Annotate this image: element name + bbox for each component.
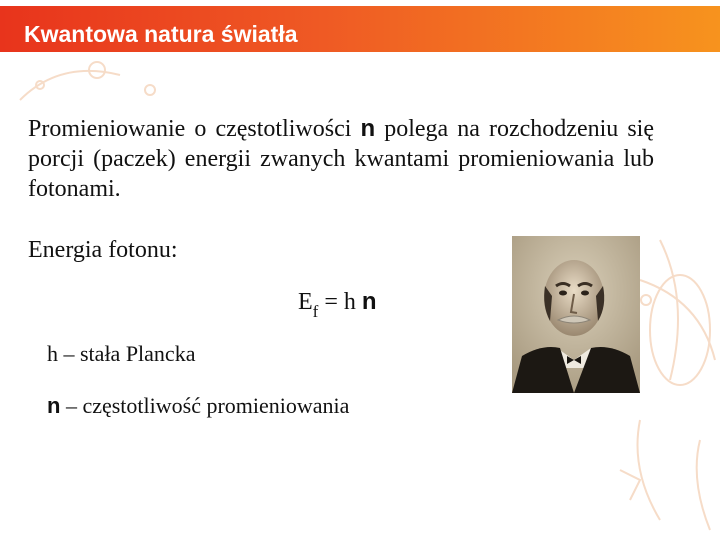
definition-planck xyxy=(47,341,195,367)
definition-text: – stała Plancka xyxy=(58,341,196,366)
photon-energy-formula xyxy=(298,288,377,321)
intro-paragraph xyxy=(28,114,654,204)
portrait-icon xyxy=(512,236,640,393)
formula-e: E xyxy=(298,289,313,315)
definition-text: – częstotliwość promieniowania xyxy=(60,393,350,418)
formula-rest: = h xyxy=(318,289,362,315)
formula-frequency-symbol: n xyxy=(361,288,377,315)
definition-term: n xyxy=(47,393,61,418)
formula-subscript: f xyxy=(312,302,319,321)
intro-text-2: polega na rozchodzeniu się porcji (paczek) energii zwanych kwantami promieniowania lub fotonami. xyxy=(28,116,654,202)
intro-text-1: Promieniowanie o częstotliwości xyxy=(28,116,361,142)
definition-term: h xyxy=(47,341,58,366)
frequency-symbol: n xyxy=(360,115,376,142)
title-bar xyxy=(0,6,720,52)
portrait-photo xyxy=(512,236,640,393)
slide-title: Kwantowa natura światła xyxy=(24,21,298,47)
energy-label: Energia fotonu: xyxy=(28,237,178,263)
definition-frequency xyxy=(47,393,349,419)
